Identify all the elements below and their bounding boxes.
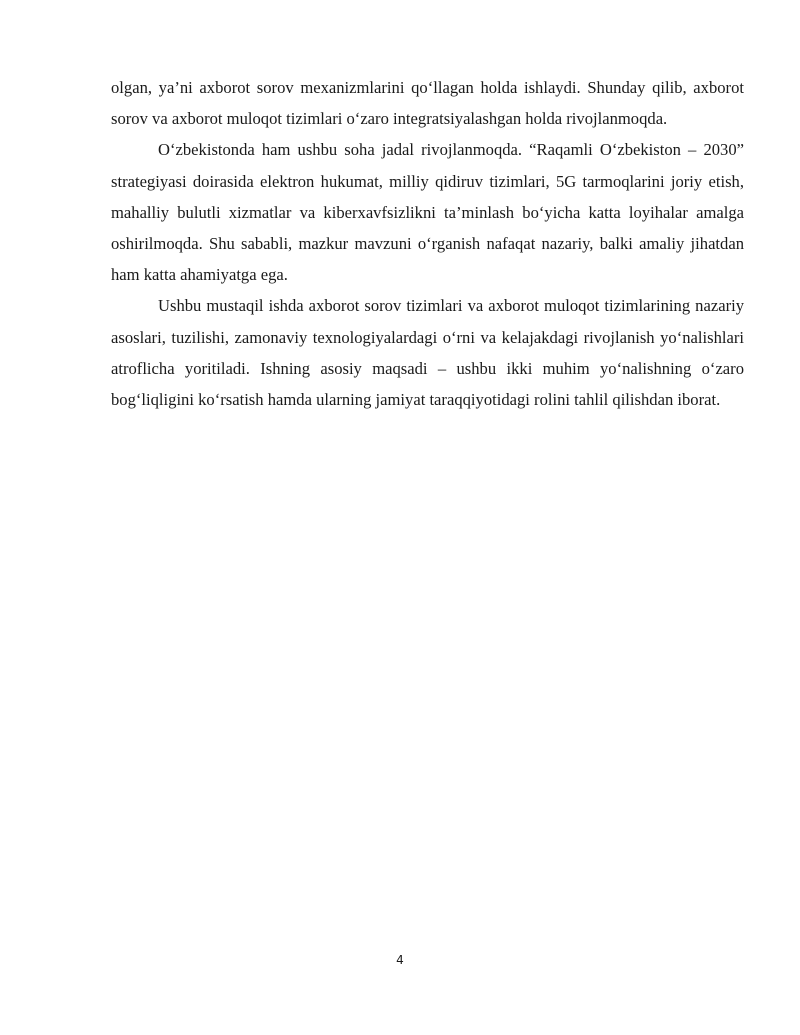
paragraph-2: O‘zbekistonda ham ushbu soha jadal rivojlanmoqda. “Raqamli O‘zbekiston – 2030” strategiyasi doirasida elektron hukumat, milliy qidiruv tizimlari, 5G tarmoqlarini joriy etish, mahalliy bulutli xizmatlar va kiberxavfsizlikni ta’minlash bo‘yicha katta loyihalar amalga oshirilmoqda. Shu sababli, mazkur mavzuni o‘rganish nafaqat nazariy, balki amaliy jihatdan ham katta ahamiyatga ega. <box>111 140 744 285</box>
paragraph-3: Ushbu mustaqil ishda axborot sorov tizimlari va axborot muloqot tizimlarining nazariy asoslari, tuzilishi, zamonaviy texnologiyalardagi o‘rni va kelajakdagi rivojlanish yo‘nalishlari atroflicha yoritiladi. Ishning asosiy maqsadi – ushbu ikki muhim yo‘nalishning o‘zaro bog‘liqligini ko‘rsatish hamda ularning jamiyat taraqqiyotidagi rolini tahlil qilishdan iborat. <box>111 296 744 410</box>
paragraph-1: olgan, ya’ni axborot sorov mexanizmlarini qo‘llagan holda ishlaydi. Shunday qilib, axborot sorov va axborot muloqot tizimlari o‘zaro integratsiyalashgan holda rivojlanmoqda. <box>111 78 744 129</box>
page-body <box>111 72 744 415</box>
page-number: 4 <box>396 953 404 967</box>
